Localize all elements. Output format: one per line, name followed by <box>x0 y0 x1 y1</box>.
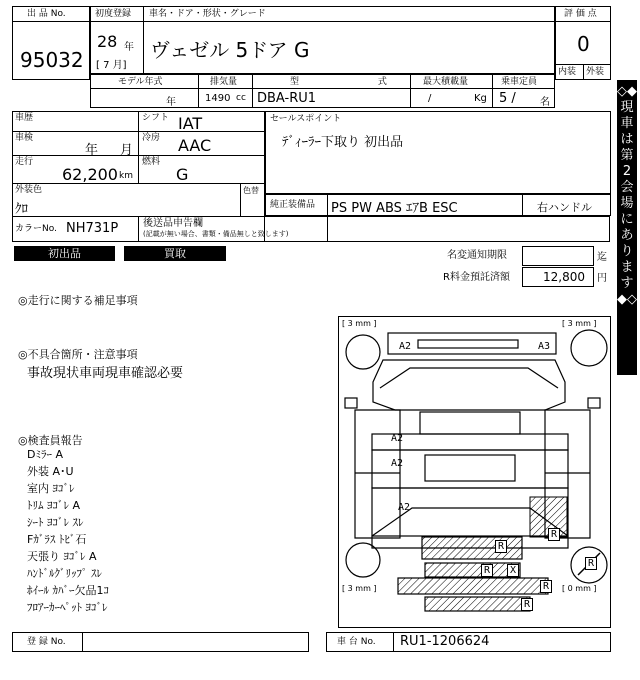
damage-mark: A3 <box>538 341 551 352</box>
inspection-label: 車検 <box>15 133 34 143</box>
report-line: ﾎｲｰﾙ ｶﾊﾞｰ欠品1ｺ <box>27 584 109 597</box>
aftermarket-label: 後送品申告欄 <box>143 218 203 229</box>
ext-color-value: ｸﾛ <box>15 202 28 217</box>
capacity-label: 乗車定員 <box>501 77 538 87</box>
damage-mark: A2 <box>391 433 404 444</box>
venue-notice-banner: ◇◆現車は第2会場にあります◆◇ <box>617 80 637 375</box>
mileage-value: 62,200 <box>62 165 118 184</box>
history-label: 車歴 <box>15 113 34 123</box>
equipment-label: 純正装備品 <box>270 200 316 210</box>
damage-mark: A2 <box>398 502 411 513</box>
capacity-value: 5 / <box>499 91 516 106</box>
color-no-label: カラーNo. <box>15 224 57 234</box>
score-label: 評 価 点 <box>564 9 597 19</box>
report-line: ｼｰﾄ ﾖｺﾞﾚ ｽﾚ <box>27 516 84 529</box>
inspection-year-unit: 年 <box>85 143 99 158</box>
diagram-frame <box>338 316 611 628</box>
equipment-items: PS PW ABS ｴｱB ESC <box>331 201 458 216</box>
car-name: ヴェゼル 5ドア G <box>150 38 310 62</box>
damage-mark: R <box>540 580 552 593</box>
report-line: ﾄﾘﾑ ﾖｺﾞﾚ A <box>27 499 81 512</box>
first-registration-label: 初度登録 <box>95 9 132 19</box>
damage-mark: R <box>548 528 560 541</box>
lot-number-label: 出 品 No. <box>27 9 66 19</box>
max-load-sep: / <box>428 93 432 104</box>
aircon-label: 冷房 <box>142 133 161 143</box>
defect-notes-text: 事故現状車両現車確認必要 <box>27 366 184 381</box>
name-change-label: 名変通知期限 <box>447 250 507 261</box>
sales-point-label: セールスポイント <box>270 114 342 124</box>
report-line: ﾊﾝﾄﾞﾙｸﾞﾘｯﾌﾟ ｽﾚ <box>27 567 102 580</box>
tire-depth-rear-right: [ 0 mm ] <box>562 584 597 593</box>
name-change-box <box>522 246 594 266</box>
type-label: 型 式 <box>290 77 425 87</box>
damage-mark: R <box>521 598 533 611</box>
damage-mark: R <box>585 557 597 570</box>
sales-point-text: ﾃﾞｨｰﾗｰ下取り 初出品 <box>282 135 404 150</box>
defect-notes-title: ◎不具合箇所・注意事項 <box>18 348 138 361</box>
recycle-value: 12,800 <box>543 270 585 284</box>
exterior-label: 外装 <box>586 67 605 77</box>
model-year-label: モデル年式 <box>118 77 163 87</box>
mileage-unit: km <box>119 171 133 181</box>
report-line: 室内 ﾖｺﾞﾚ <box>27 482 75 495</box>
inspector-report-list <box>27 446 109 616</box>
color-no-value: NH731P <box>66 221 119 236</box>
recycle-unit: 円 <box>597 273 607 284</box>
aftermarket-note: (記載が無い場合、書類・備品無しと致します) <box>143 230 289 238</box>
purchase-badge: 買取 <box>124 246 226 261</box>
first-listing-badge: 初出品 <box>14 246 115 261</box>
displacement-label: 排気量 <box>210 77 238 87</box>
shift-label: シフト <box>142 113 170 123</box>
displacement-unit: cc <box>236 93 246 103</box>
type-value: DBA-RU1 <box>257 91 317 106</box>
ext-color-label: 外装色 <box>15 185 43 195</box>
registration-month: [ 7 月] <box>96 60 127 71</box>
damage-mark: R <box>495 540 507 553</box>
report-line: Fｶﾞﾗｽ ﾄﾋﾞ石 <box>27 533 87 546</box>
inspection-month-unit: 月 <box>120 143 134 158</box>
max-load-label: 最大積載量 <box>423 77 469 87</box>
score-value: 0 <box>577 32 590 56</box>
fuel-value: G <box>176 165 189 184</box>
damage-mark: A2 <box>391 458 404 469</box>
tire-depth-front-right: [ 3 mm ] <box>562 319 597 328</box>
tire-depth-rear-left: [ 3 mm ] <box>342 584 377 593</box>
registration-label: 登 録 No. <box>27 637 66 647</box>
handle-value: 右ハンドル <box>537 201 592 214</box>
chassis-label: 車 台 No. <box>337 637 376 647</box>
mileage-label: 走行 <box>15 157 34 167</box>
report-line: Dﾐﾗｰ A <box>27 448 63 461</box>
fuel-label: 燃料 <box>142 157 161 167</box>
lot-number: 95032 <box>20 48 84 72</box>
inspector-report-title: ◎検査員報告 <box>18 434 83 447</box>
model-label: 車名・ドア・形状・グレード <box>149 9 266 19</box>
repaint-label: 色替 <box>243 186 259 195</box>
model-year-unit: 年 <box>166 97 176 108</box>
interior-label: 内装 <box>558 67 577 77</box>
tire-depth-front-left: [ 3 mm ] <box>342 319 377 328</box>
report-line: 外装 A･U <box>27 465 74 478</box>
report-line: ﾌﾛｱｰｶｰﾍﾟｯﾄ ﾖｺﾞﾚ <box>27 601 108 614</box>
max-load-unit: Kg <box>474 93 487 104</box>
report-line: 天張り ﾖｺﾞﾚ A <box>27 550 97 563</box>
year-unit: 年 <box>124 42 134 53</box>
chassis-number: RU1-1206624 <box>400 634 490 649</box>
driving-notes-title: ◎走行に関する補足事項 <box>18 294 138 307</box>
recycle-label: R料金預託済額 <box>443 272 510 283</box>
displacement: 1490 <box>205 93 231 104</box>
damage-mark: R <box>481 564 493 577</box>
damage-mark: X <box>507 564 519 577</box>
registration-year: 28 <box>97 32 118 51</box>
shift-value: IAT <box>178 114 203 133</box>
damage-mark: A2 <box>399 341 412 352</box>
aircon-value: AAC <box>178 136 212 155</box>
capacity-unit: 名 <box>540 97 550 108</box>
name-change-unit: 迄 <box>597 252 607 263</box>
